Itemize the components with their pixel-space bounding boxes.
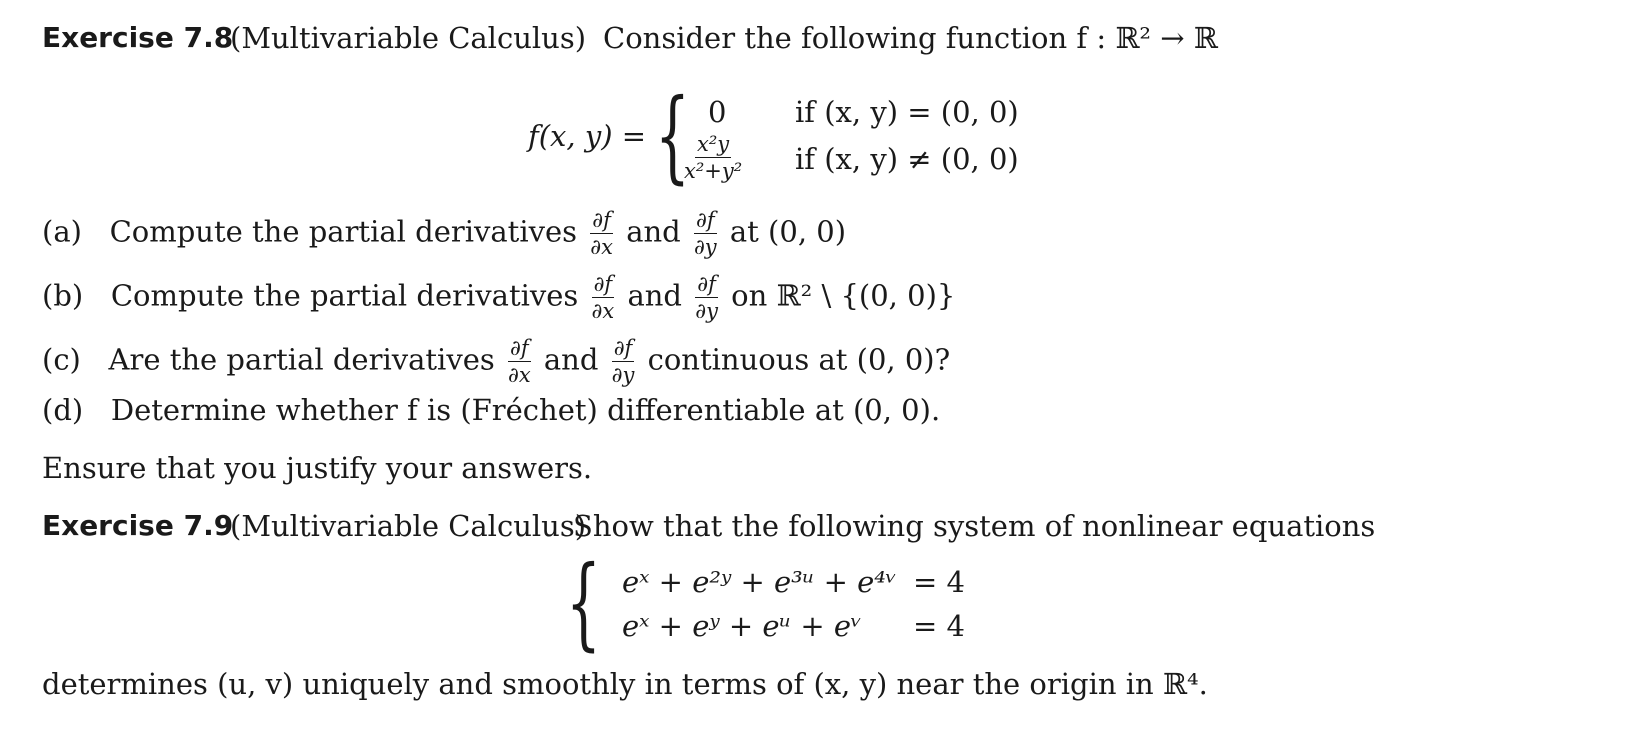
case2-denominator: x²+y² [684,159,743,184]
partial-f: ∂f [508,337,531,362]
part-c [42,337,950,386]
part-d [42,393,941,427]
closing-instruction: Ensure that you justify your answers. [42,451,593,485]
part-label: (c) [42,342,81,377]
partial-x: ∂x [590,235,613,260]
part-text: Are the partial derivatives [108,342,495,377]
case2-condition: if (x, y) ≠ (0, 0) [795,142,1019,176]
part-text: Determine whether f is (Fréchet) differentiable at (0, 0). [110,393,941,427]
part-b [42,273,955,322]
left-brace: { [655,77,690,194]
part-label: (d) [42,393,84,427]
exercise-7-9-intro: Show that the following system of nonlinear equations [573,509,1376,543]
part-text: on ℝ² \ {(0, 0)} [731,278,956,313]
partial-f: ∂f [612,337,635,362]
partial-f: ∂f [590,209,613,234]
partial-y: ∂y [611,363,635,388]
equation-2-lhs: eˣ + eʸ + eᵘ + eᵛ [622,609,862,643]
part-label: (b) [42,278,84,313]
partial-f: ∂f [695,273,718,298]
partial-f: ∂f [592,273,615,298]
part-text: and [543,342,599,377]
case2-numerator: x²y [695,133,731,158]
partial-y: ∂y [695,299,718,324]
partial-x: ∂x [591,299,615,324]
partial-f: ∂f [694,209,717,234]
system-brace: { [566,544,601,661]
case1-condition: if (x, y) = (0, 0) [795,95,1019,129]
part-text: Compute the partial derivatives [110,278,579,313]
function-lhs: f(x, y) = [528,119,647,153]
exercise-7-9-topic: (Multivariable Calculus) [230,509,587,543]
equation-1-lhs: eˣ + e²ʸ + e³ᵘ + e⁴ᵛ [622,565,897,599]
part-text: and [626,214,681,249]
exercise-7-9-heading: Exercise 7.9 [42,509,234,542]
case2-fraction [680,133,746,182]
exercise-7-8-intro: Consider the following function f : ℝ² → ℝ [603,21,1218,55]
part-text: continuous at (0, 0)? [647,342,951,377]
equation-2-rhs: = 4 [913,609,965,643]
part-text: Compute the partial derivatives [109,214,578,249]
exercise-7-9-conclusion: determines (u, v) uniquely and smoothly in terms of (x, y) near the origin in ℝ⁴. [42,667,1208,701]
partial-x: ∂x [507,363,531,388]
exercise-7-8-heading: Exercise 7.8 [42,21,234,54]
part-text: at (0, 0) [729,214,847,249]
part-text: and [627,278,682,313]
partial-y: ∂y [693,235,717,260]
case1-value: 0 [708,95,727,129]
equation-1-rhs: = 4 [913,565,965,599]
part-label: (a) [42,214,82,249]
part-a [42,209,846,258]
exercise-7-8-topic: (Multivariable Calculus) [230,21,587,55]
